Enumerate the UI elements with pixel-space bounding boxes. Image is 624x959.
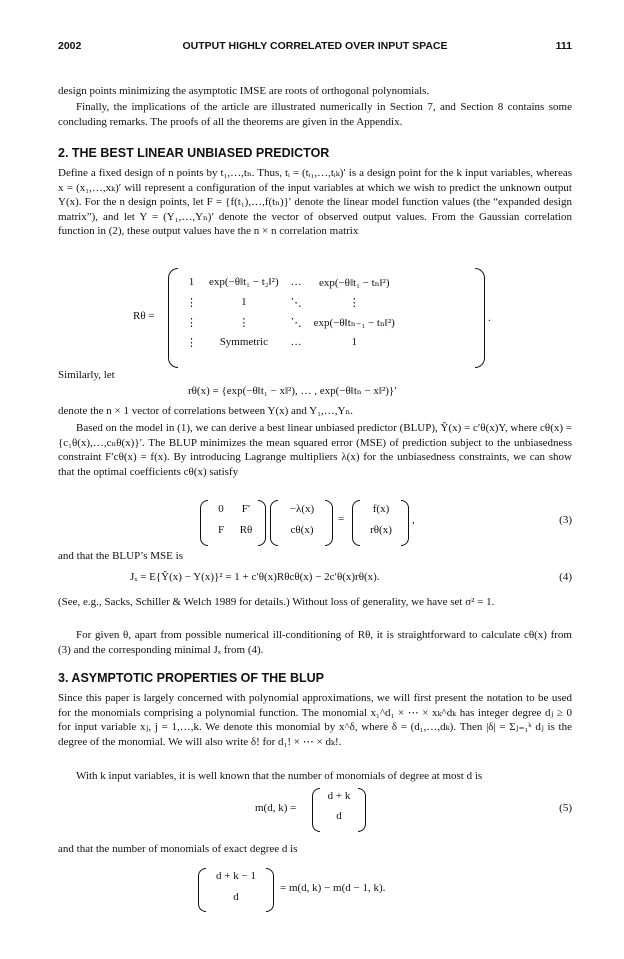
eq3-rhs-left-paren <box>352 500 360 546</box>
matrix-cell: 1 <box>241 296 247 308</box>
section-2-paragraph-1: Define a fixed design of n points by t₁,…,tₙ. Thus, tᵢ = (tᵢ₁,…,tᵢₖ)′ is a design point for the k input variables, whereas x = (x₁,…,xₖ)′ will represent a configuration of the input variables at which we wish to predict the unknown output Y(x). For the n design points, let F = {f(t₁),…,f(tₙ)}′ denote the linear model function values (the “expanded design matrix”), and let Y = (Y₁,…,Yₙ)′ denote the vector of observed output values. From the Gaussian correlation function in (2), these output values have the n × n correlation matrix <box>58 167 572 237</box>
section-3-paragraph-2: With k input variables, it is well known that the number of monomials of degree at most d is <box>76 770 483 782</box>
matrix-cell: ⋮ <box>348 296 360 309</box>
matrix-cell: exp(−θ‖t₁ − tₙ‖²) <box>318 276 390 289</box>
section-2-paragraph-4: and that the BLUP’s MSE is <box>58 550 183 562</box>
matrix-lhs: Rθ = <box>133 310 155 322</box>
eq3-m12: F′ <box>241 503 251 515</box>
eq6-rhs: = m(d, k) − m(d − 1, k). <box>280 882 386 894</box>
eq6-bottom: d <box>233 891 239 903</box>
matrix-row <box>180 332 401 352</box>
running-title: OUTPUT HIGHLY CORRELATED OVER INPUT SPACE <box>182 40 448 52</box>
eq6-right-paren <box>266 868 274 912</box>
section-2-paragraph-5: (See, e.g., Sacks, Schiller & Welch 1989 for details.) Without loss of generality, we have set σ² = 1. <box>58 596 495 608</box>
section-3-paragraph-1: Since this paper is largely concerned with polynomial approximations, we will first present the notation to be used for the monomials comprising a polynomial function. The monomial x₁^d₁ × ⋯ × xₖ^dₖ has integer degree dⱼ ≥ 0 for input variable xⱼ, j = 1,…,k. We denote this monomial by x^δ, where δ = (d₁,…,dₖ). Then |δ| = Σⱼ₌₁ᵏ dⱼ is the degree of the monomial. We will also write δ! for d₁! × ⋯ × dₖ!. <box>58 692 572 748</box>
similarly-text: Similarly, let <box>58 369 115 381</box>
equation-5-number: (5) <box>559 802 572 814</box>
eq3-w2: rθ(x) <box>370 524 392 536</box>
eq3-rhs-right-paren <box>401 500 409 546</box>
section-2-heading: 2. THE BEST LINEAR UNBIASED PREDICTOR <box>58 146 330 160</box>
matrix-cell: ⋱ <box>290 316 302 329</box>
eq5-bottom: d <box>336 810 342 822</box>
section-2-paragraph-3: Based on the model in (1), we can derive a best linear unbiased predictor (BLUP), Ŷ(x) = c′θ(x)Y, where cθ(x) = {c₁θ(x),…,cₙθ(x)}′. The BLUP minimizes the mean squared error (MSE) of prediction subject to the unbiasedness constraint F′cθ(x) = f(x). By introducing Lagrange multipliers λ(x) for the unbiasedness constraints, we can show that the optimal coefficients cθ(x) satisfy <box>58 422 572 478</box>
eq3-vector-left-paren <box>270 500 278 546</box>
section-2-paragraph-6: For given θ, apart from possible numerical ill-conditioning of Rθ, it is straightforward to calculate cθ(x) from (3) and the corresponding minimal Jₓ from (4). <box>58 629 572 656</box>
eq3-block-right-paren <box>258 500 266 546</box>
eq3-m11: 0 <box>218 503 224 515</box>
eq6-left-paren <box>198 868 206 912</box>
correlation-matrix <box>180 272 401 352</box>
matrix-cell: exp(−θ‖tₙ₋₁ − tₙ‖²) <box>313 316 395 329</box>
section-2-paragraph-2: denote the n × 1 vector of correlations between Y(x) and Y₁,…,Yₙ. <box>58 405 353 417</box>
section-3-paragraph-3: and that the number of monomials of exact degree d is <box>58 843 298 855</box>
eq5-top: d + k <box>327 790 351 802</box>
matrix-cell: … <box>290 336 302 348</box>
matrix-cell: ⋱ <box>290 296 302 309</box>
section-3-heading: 3. ASYMPTOTIC PROPERTIES OF THE BLUP <box>58 671 325 685</box>
matrix-period: . <box>488 312 491 324</box>
intro-paragraph-1: design points minimizing the asymptotic IMSE are roots of orthogonal polynomials. <box>58 85 430 97</box>
matrix-right-bracket <box>475 268 485 368</box>
matrix-cell: 1 <box>351 336 357 348</box>
matrix-cell: ⋮ <box>186 336 197 349</box>
matrix-cell: ⋮ <box>186 296 197 309</box>
matrix-row <box>180 292 401 312</box>
matrix-cell: Symmetric <box>219 336 268 348</box>
matrix-row <box>180 272 401 292</box>
eq3-comma: , <box>412 514 415 526</box>
eq3-m22: Rθ <box>239 524 253 536</box>
eq5-right-paren <box>358 788 366 832</box>
eq6-top: d + k − 1 <box>216 870 256 882</box>
eq5-lhs: m(d, k) = <box>255 802 297 814</box>
matrix-cell: 1 <box>188 276 195 288</box>
eq3-m21: F <box>217 524 225 536</box>
eq3-v2: cθ(x) <box>290 524 314 536</box>
matrix-cell: … <box>290 276 302 288</box>
eq3-block-left-paren <box>200 500 208 546</box>
eq5-left-paren <box>312 788 320 832</box>
matrix-cell: ⋮ <box>238 316 250 329</box>
matrix-left-bracket <box>168 268 178 368</box>
intro-paragraph-2: Finally, the implications of the article are illustrated numerically in Section 7, and Section 8 contains some concluding remarks. The proofs of all the theorems are given in the Appendix. <box>58 101 572 128</box>
eq3-v1: −λ(x) <box>289 503 315 515</box>
header-year: 2002 <box>58 40 82 52</box>
r-theta-equation: rθ(x) = {exp(−θ‖t₁ − x‖²), … , exp(−θ‖tₙ − x‖²)}′ <box>188 385 397 397</box>
matrix-row <box>180 312 401 332</box>
equation-3-number: (3) <box>559 514 572 526</box>
equation-4-number: (4) <box>559 571 572 583</box>
eq3-equals: = <box>338 513 345 525</box>
matrix-cell: ⋮ <box>186 316 197 329</box>
eq3-vector-right-paren <box>325 500 333 546</box>
eq3-w1: f(x) <box>372 503 390 515</box>
matrix-cell: exp(−θ‖t₁ − t₂‖²) <box>209 276 279 288</box>
equation-4: Jₓ = E{Ŷ(x) − Y(x)}² = 1 + c′θ(x)Rθcθ(x) − 2c′θ(x)rθ(x). <box>130 571 380 583</box>
page-number: 111 <box>555 40 572 52</box>
